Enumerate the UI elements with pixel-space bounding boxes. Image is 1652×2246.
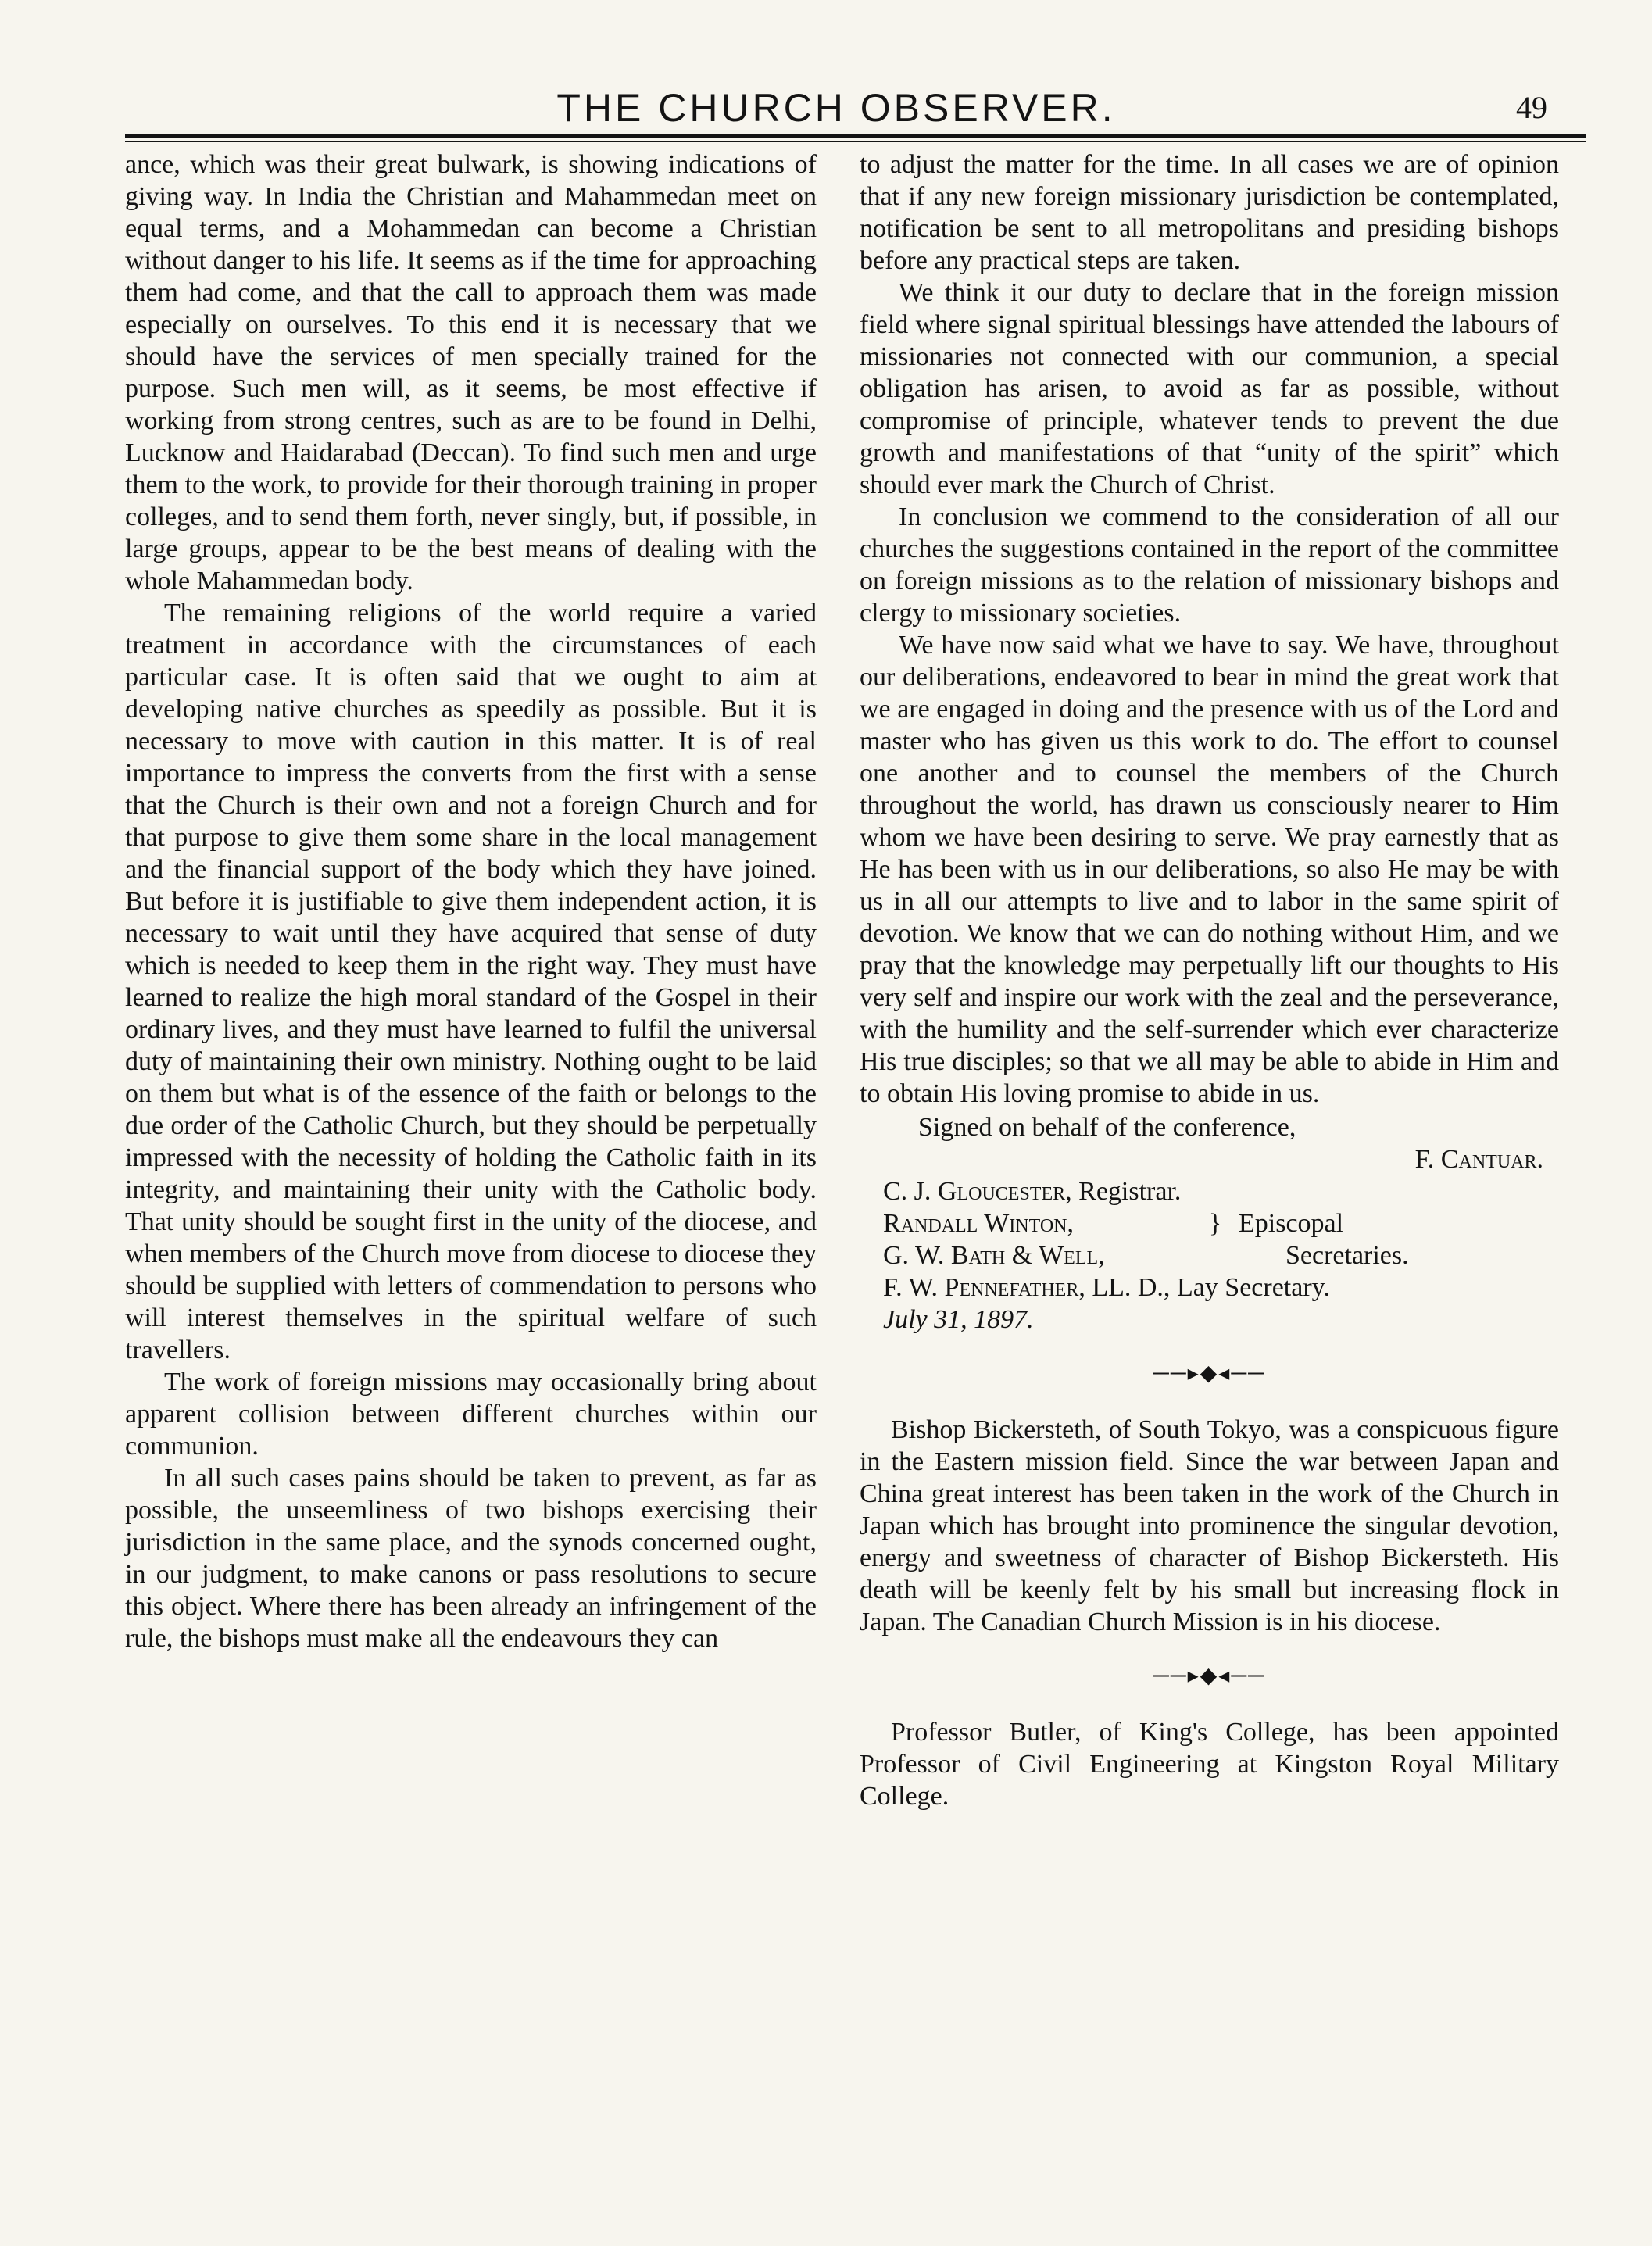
bracket-glyph — [1192, 1239, 1239, 1271]
signature-intro: Signed on behalf of the conference, — [918, 1113, 1296, 1142]
paragraph: ance, which was their great bulwark, is showing indications of giving way. In India the Christian and Mahammedan meet on equal terms, and a Mohammedan can become a Christian without danger to his life. It seems as if the time for approaching them had come, and that the call to approach them was made especially on ourselves. To this end it is necessary that we should have the services of men specially trained for the purpose. Such men will, as it seems, be most effective if working from strong centres, such as are to be found in Delhi, Lucknow and Haidarabad (Deccan). To find such men and urge them to the work, to provide for their thorough training in proper colleges, and to send them forth, never singly, but, if possible, in large groups, appear to be the best means of dealing with the whole Mahammedan body. — [125, 150, 817, 595]
secretary-role: Secretaries. — [1285, 1241, 1409, 1270]
news-item — [860, 1716, 1559, 1812]
paragraph: The work of foreign missions may occasionally bring about apparent collision between different churches within our communion. — [125, 1368, 817, 1461]
secretary-line-1 — [860, 1207, 1559, 1239]
page-header — [125, 84, 1547, 131]
header-rule — [125, 134, 1586, 138]
right-column — [860, 148, 1559, 1812]
archbishop-signature: F. Cantuar. — [1414, 1145, 1543, 1174]
news-paragraph: Professor Butler, of King's College, has been appointed Professor of Civil Engineering at Kingston Royal Military College. — [860, 1718, 1559, 1811]
secretary-role: Episcopal — [1239, 1209, 1344, 1238]
header-rule-thin — [125, 141, 1586, 142]
paragraph: We think it our duty to declare that in the foreign mission field where signal spiritual blessings have attended the labours of missionaries not connected with our communion, a special obligation has arisen, to avoid as far as possible, without compromise of principle, whatever tends to prevent the due growth and manifestations of that “unity of the spirit” which should ever mark the Church of Christ. — [860, 278, 1559, 499]
paragraph: We have now said what we have to say. We have, throughout our deliberations, endeavored to bear in mind the great work that we are engaged in doing and the presence with us of the Lord and master who has given us this work to do. The effort to counsel one another and to counsel the members of the Church throughout the world, has drawn us consciously nearer to Him whom we have been desiring to serve. We pray earnestly that as He has been with us in our deliberations, so also He may be with us in all our attempts to live and to labor in the same spirit of devotion. We know that we can do nothing without Him, and we pray that the knowledge may perpetually lift our thoughts to His very self and inspire our work with the zeal and the perseverance, with the humility and the self-surrender which ever characterize His true disciples; so that we all may be able to abide in Him and to obtain His loving promise to abide in us. — [860, 631, 1559, 1108]
lay-secretary-line — [860, 1271, 1559, 1304]
signature-date: July 31, 1897. — [883, 1305, 1034, 1334]
registrar-line — [860, 1175, 1559, 1207]
news-item — [860, 1414, 1559, 1638]
signature-block — [860, 1111, 1559, 1336]
bracket-glyph: } — [1208, 1209, 1222, 1238]
registrar-role: Registrar. — [1078, 1177, 1182, 1206]
running-title: THE CHURCH OBSERVER. — [556, 86, 1116, 130]
paragraph: In all such cases pains should be taken to prevent, as far as possible, the unseemliness of two bishops exercising their jurisdiction in the same place, and the synods concerned ought, in our judgment, to make canons or pass resolutions to secure this object. Where there has been already an infringement of the rule, the bishops must make all the endeavours they can — [125, 1464, 817, 1653]
news-paragraph: Bishop Bickersteth, of South Tokyo, was a conspicuous figure in the Eastern mission field. Since the war between Japan and China great interest has been taken in the work of the Church in Japan which has brought into prominence the singular devotion, energy and sweetness of character of Bishop Bickersteth. His death will be keenly felt by his small but increasing flock in Japan. The Canadian Church Mission is in his diocese. — [860, 1415, 1559, 1636]
page-number: 49 — [1516, 90, 1547, 125]
paragraph: to adjust the matter for the time. In all cases we are of opinion that if any new foreign missionary jurisdiction be contemplated, notification be sent to all metropolitans and presiding bishops before any practical steps are taken. — [860, 150, 1559, 275]
paragraph: The remaining religions of the world require a varied treatment in accordance with the circumstances of each particular case. It is often said that we ought to aim at developing native churches as speedily as possible. But it is necessary to move with caution in this matter. It is of real importance to impress the converts from the first with a sense that the Church is their own and not a foreign Church and for that purpose to give them some share in the local management and the financial support of the body which they have joined. But before it is justifiable to give them independent action, it is necessary to wait until they have acquired that sense of duty which is needed to keep them in the right way. They must have learned to realize the high moral standard of the Gospel in their ordinary lives, and they must have learned to fulfil the universal duty of maintaining their own ministry. Nothing ought to be laid on them but what is of the essence of the faith or belongs to the due order of the Catholic Church, but they should be perpetually impressed with the necessity of holding the Catholic faith in its integrity, and maintaining their unity with the Catholic body. That unity should be sought first in the unity of the diocese, and when members of the Church move from diocese to diocese they should be supplied with letters of commendation to persons who will interest themselves in the spiritual welfare of such travellers. — [125, 599, 817, 1364]
paragraph: In conclusion we commend to the consideration of all our churches the suggestions contained in the report of the committee on foreign missions as to the relation of missionary bishops and clergy to missionary societies. — [860, 502, 1559, 628]
lay-secretary-name: F. W. Pennefather, LL. D., — [883, 1273, 1171, 1302]
section-divider-ornament: ──▸◆◂── — [1153, 1664, 1265, 1688]
section-divider-ornament: ──▸◆◂── — [1153, 1361, 1265, 1386]
lay-secretary-role: Lay Secretary. — [1176, 1273, 1330, 1302]
registrar-name: C. J. Gloucester, — [883, 1177, 1072, 1206]
secretary-line-2 — [860, 1239, 1559, 1271]
secretary-name: G. W. Bath & Well, — [883, 1241, 1105, 1270]
left-column — [125, 148, 817, 1654]
secretary-name: Randall Winton, — [883, 1209, 1075, 1238]
